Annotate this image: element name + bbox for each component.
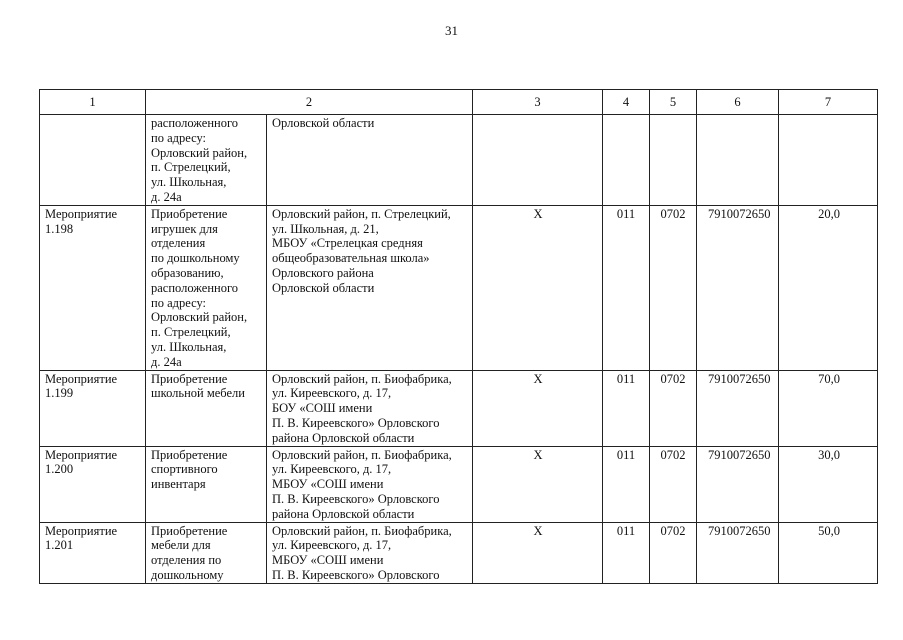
- header-cell-6: 6: [697, 90, 779, 115]
- budget-table: [39, 89, 878, 584]
- col5-cell: 0702: [650, 370, 697, 446]
- col6-cell: 7910072650: [697, 205, 779, 370]
- description-cell: Приобретение игрушек для отделения по дошкольному образованию, расположенного по адресу: Орловский район, п. Стрелецкий, ул. Школьная, д. 24а: [146, 205, 267, 370]
- col6-cell: 7910072650: [697, 446, 779, 522]
- col5-cell: [650, 115, 697, 206]
- address-cell: Орловский район, п. Биофабрика, ул. Киреевского, д. 17, МБОУ «СОШ имени П. В. Киреевского» Орловского: [267, 522, 473, 583]
- page-number: 31: [445, 23, 458, 38]
- header-cell-2: 2: [146, 90, 473, 115]
- header-cell-5: 5: [650, 90, 697, 115]
- col3-cell: X: [473, 205, 603, 370]
- col6-cell: [697, 115, 779, 206]
- col4-cell: 011: [603, 370, 650, 446]
- col3-cell: [473, 115, 603, 206]
- col5-cell: 0702: [650, 205, 697, 370]
- event-cell: Мероприятие 1.201: [40, 522, 146, 583]
- address-cell: Орловской области: [267, 115, 473, 206]
- table-row: [40, 522, 878, 583]
- table-row: [40, 370, 878, 446]
- header-cell-7: 7: [779, 90, 878, 115]
- event-cell: Мероприятие 1.200: [40, 446, 146, 522]
- description-cell: расположенного по адресу: Орловский район, п. Стрелецкий, ул. Школьная, д. 24а: [146, 115, 267, 206]
- table-header-row: [40, 90, 878, 115]
- col4-cell: 011: [603, 205, 650, 370]
- event-cell: Мероприятие 1.198: [40, 205, 146, 370]
- table-row: [40, 205, 878, 370]
- header-cell-3: 3: [473, 90, 603, 115]
- table-row: [40, 446, 878, 522]
- header-cell-1: 1: [40, 90, 146, 115]
- event-cell: Мероприятие 1.199: [40, 370, 146, 446]
- col4-cell: 011: [603, 446, 650, 522]
- col7-cell: 70,0: [779, 370, 878, 446]
- header-cell-4: 4: [603, 90, 650, 115]
- event-cell: [40, 115, 146, 206]
- col3-cell: X: [473, 522, 603, 583]
- col6-cell: 7910072650: [697, 522, 779, 583]
- col7-cell: 20,0: [779, 205, 878, 370]
- col7-cell: [779, 115, 878, 206]
- col5-cell: 0702: [650, 522, 697, 583]
- col4-cell: 011: [603, 522, 650, 583]
- col3-cell: X: [473, 370, 603, 446]
- col4-cell: [603, 115, 650, 206]
- col7-cell: 50,0: [779, 522, 878, 583]
- col6-cell: 7910072650: [697, 370, 779, 446]
- address-cell: Орловский район, п. Стрелецкий, ул. Школьная, д. 21, МБОУ «Стрелецкая средняя общеобразовательная школа» Орловского района Орловской области: [267, 205, 473, 370]
- col7-cell: 30,0: [779, 446, 878, 522]
- col5-cell: 0702: [650, 446, 697, 522]
- description-cell: Приобретение мебели для отделения по дошкольному: [146, 522, 267, 583]
- address-cell: Орловский район, п. Биофабрика, ул. Киреевского, д. 17, БОУ «СОШ имени П. В. Киреевского» Орловского района Орловской области: [267, 370, 473, 446]
- description-cell: Приобретение спортивного инвентаря: [146, 446, 267, 522]
- address-cell: Орловский район, п. Биофабрика, ул. Киреевского, д. 17, МБОУ «СОШ имени П. В. Киреевского» Орловского района Орловской области: [267, 446, 473, 522]
- table-row: [40, 115, 878, 206]
- col3-cell: X: [473, 446, 603, 522]
- description-cell: Приобретение школьной мебели: [146, 370, 267, 446]
